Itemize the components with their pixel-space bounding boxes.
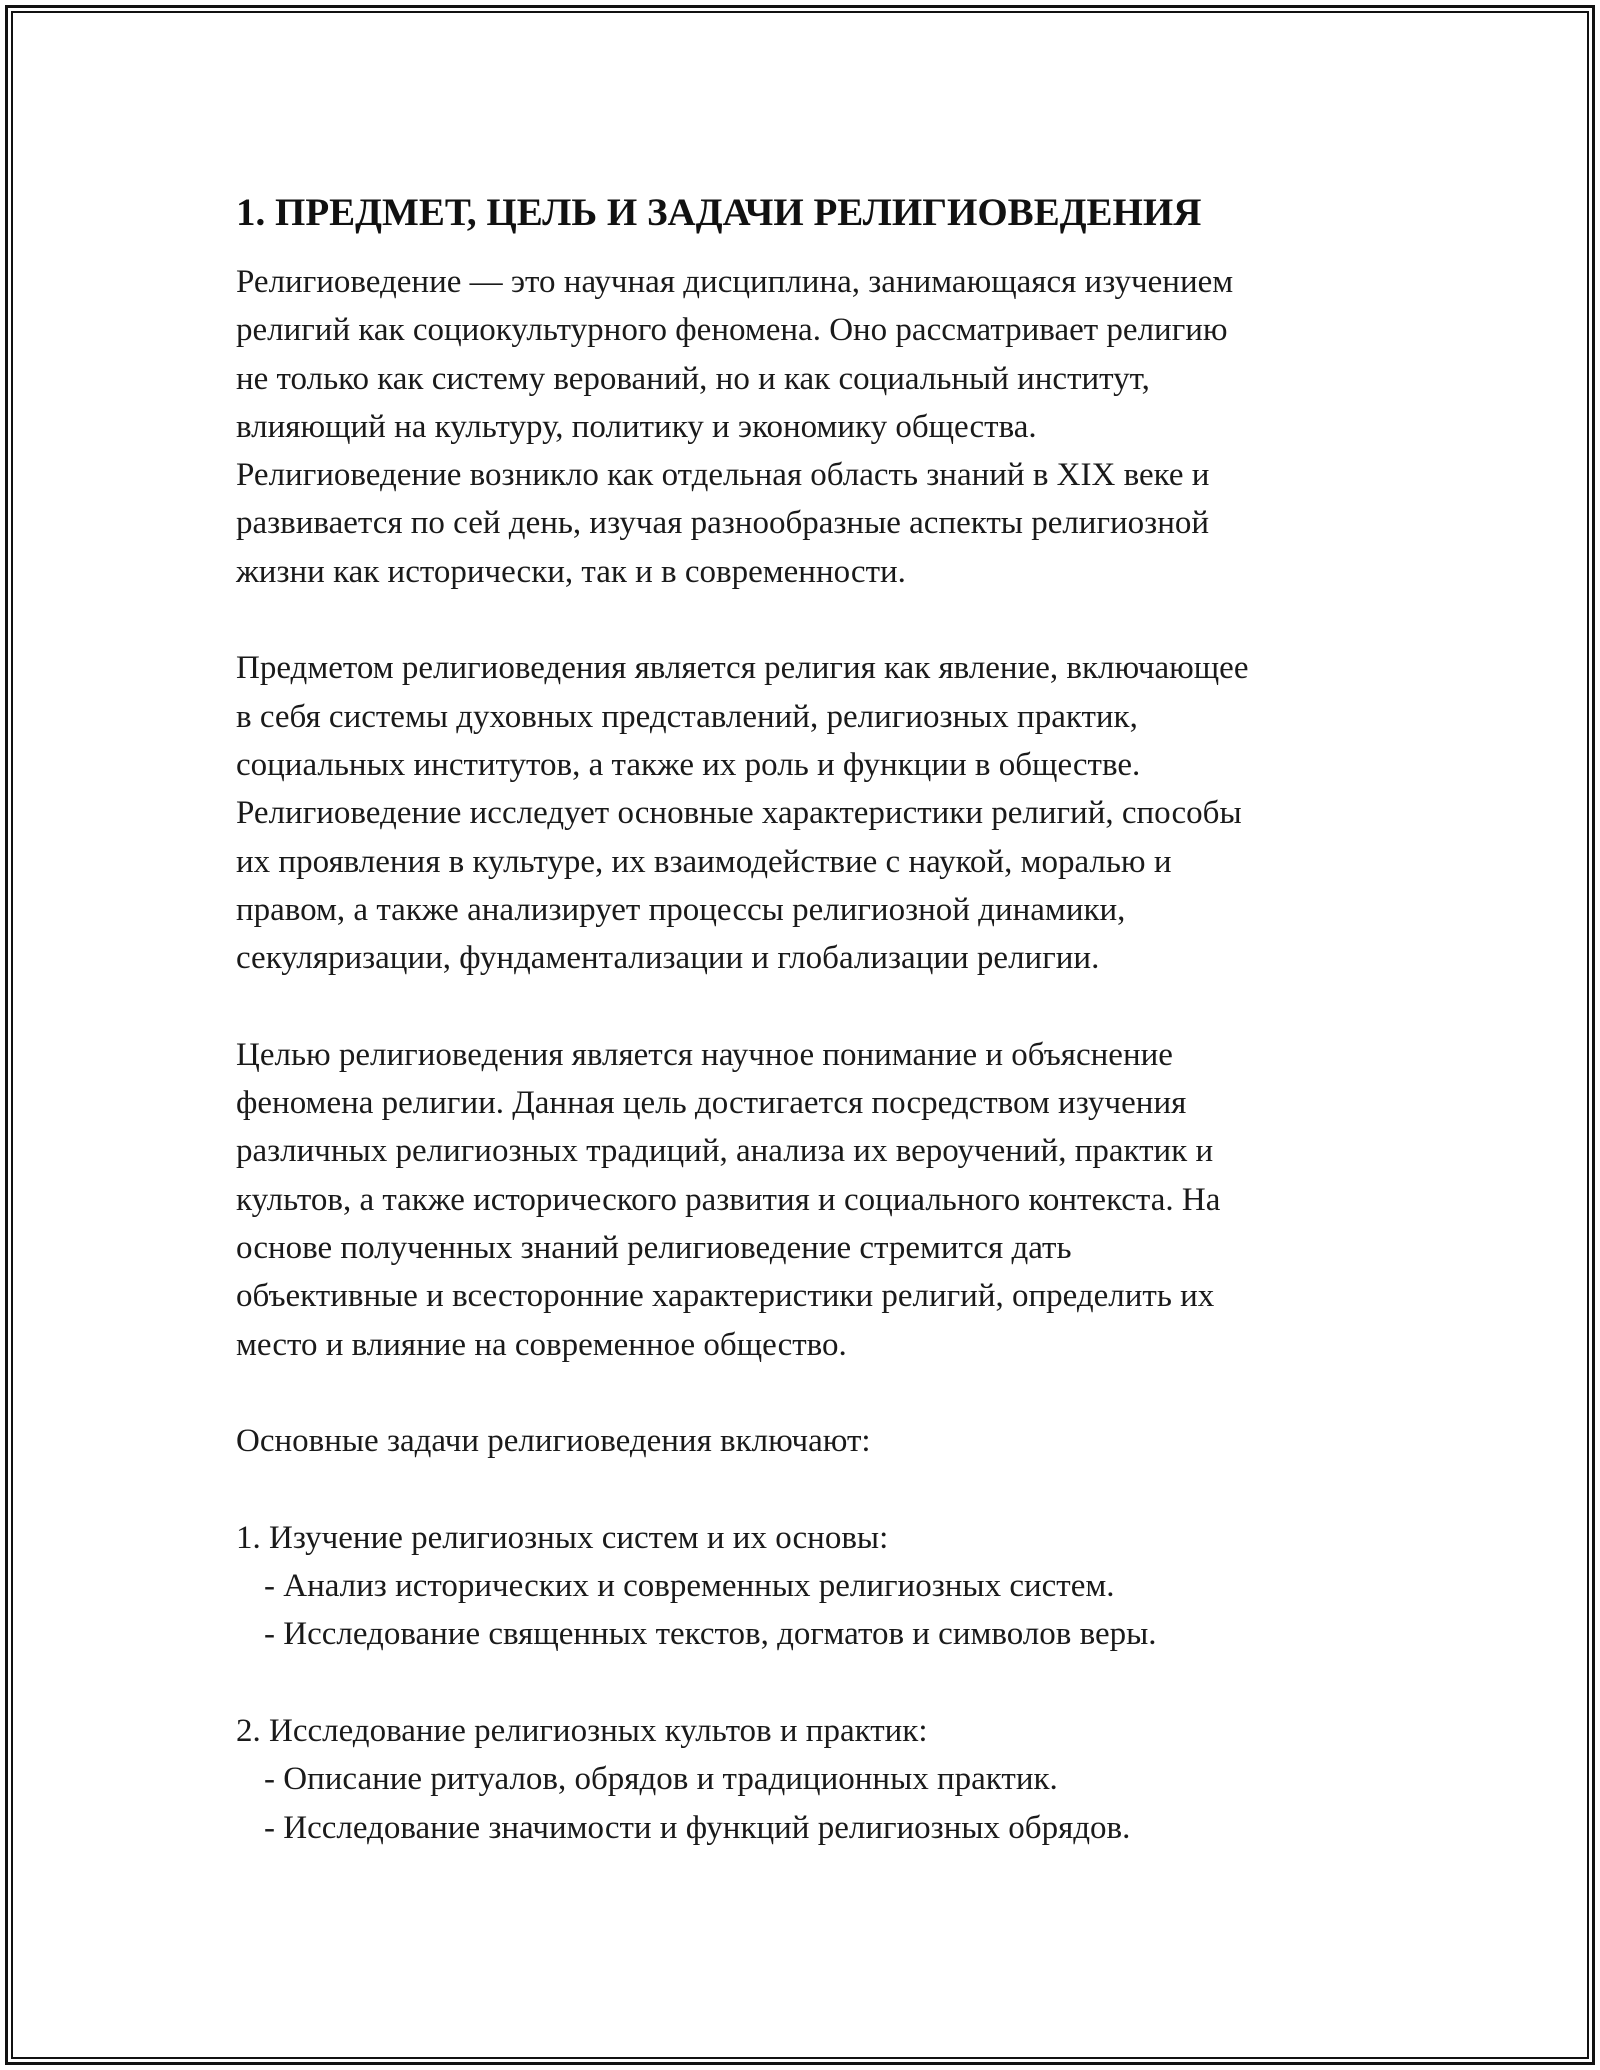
task-subitem: - Исследование священных текстов, догматов и символов веры. (264, 1616, 1157, 1653)
paragraph-gap (236, 596, 1416, 644)
task-subitem: - Исследование значимости и функций религиозных обрядов. (264, 1809, 1131, 1846)
paragraph-gap (236, 1465, 1416, 1513)
paragraph-tasks-intro: Основные задачи религиоведения включают: (236, 1423, 871, 1460)
task-subitem: - Анализ исторических и современных религиозных систем. (264, 1568, 1115, 1605)
paragraph-goal: Целью религиоведения является научное понимание и объяснение феномена религии. Данная цель достигается посредством изучения различных религиозных традиций, анализа их вероучений, практик и культов, а также исторического развития и социального контекста. На основе полученных знаний религиоведение стремится дать объективные и всесторонние характеристики религий, определить их место и влияние на современное общество. (236, 1036, 1221, 1363)
document-body (236, 186, 1416, 1852)
paragraph-gap (236, 1369, 1416, 1417)
paragraph-definition: Религиоведение — это научная дисциплина, занимающаяся изучением религий как социокультурного феномена. Оно рассматривает религию не только как систему верований, но и как социальный институт, влияющий на культуру, политику и экономику общества. Религиоведение возникло как отдельная область знаний в XIX веке и развивается по сей день, изучая разнообразные аспекты религиозной жизни как исторически, так и в современности. (236, 264, 1234, 590)
task-title: 2. Исследование религиозных культов и практик: (236, 1712, 928, 1749)
section-heading: 1. ПРЕДМЕТ, ЦЕЛЬ И ЗАДАЧИ РЕЛИГИОВЕДЕНИЯ (236, 191, 1202, 234)
task-subitem: - Описание ритуалов, обрядов и традиционных практик. (264, 1761, 1058, 1798)
paragraph-gap (236, 982, 1416, 1030)
paragraph-subject: Предметом религиоведения является религия как явление, включающее в себя системы духовных представлений, религиозных практик, социальных институтов, а также их роль и функции в обществе. Религиоведение исследует основные характеристики религий, способы их проявления в культуре, их взаимодействие с наукой, моралью и правом, а также анализирует процессы религиозной динамики, секуляризации, фундаментализации и глобализации религии. (236, 650, 1249, 977)
task-group-2 (236, 1707, 1416, 1852)
task-title: 1. Изучение религиозных систем и их основы: (236, 1519, 889, 1556)
task-group-1 (236, 1514, 1416, 1659)
paragraph-gap (236, 1659, 1416, 1707)
